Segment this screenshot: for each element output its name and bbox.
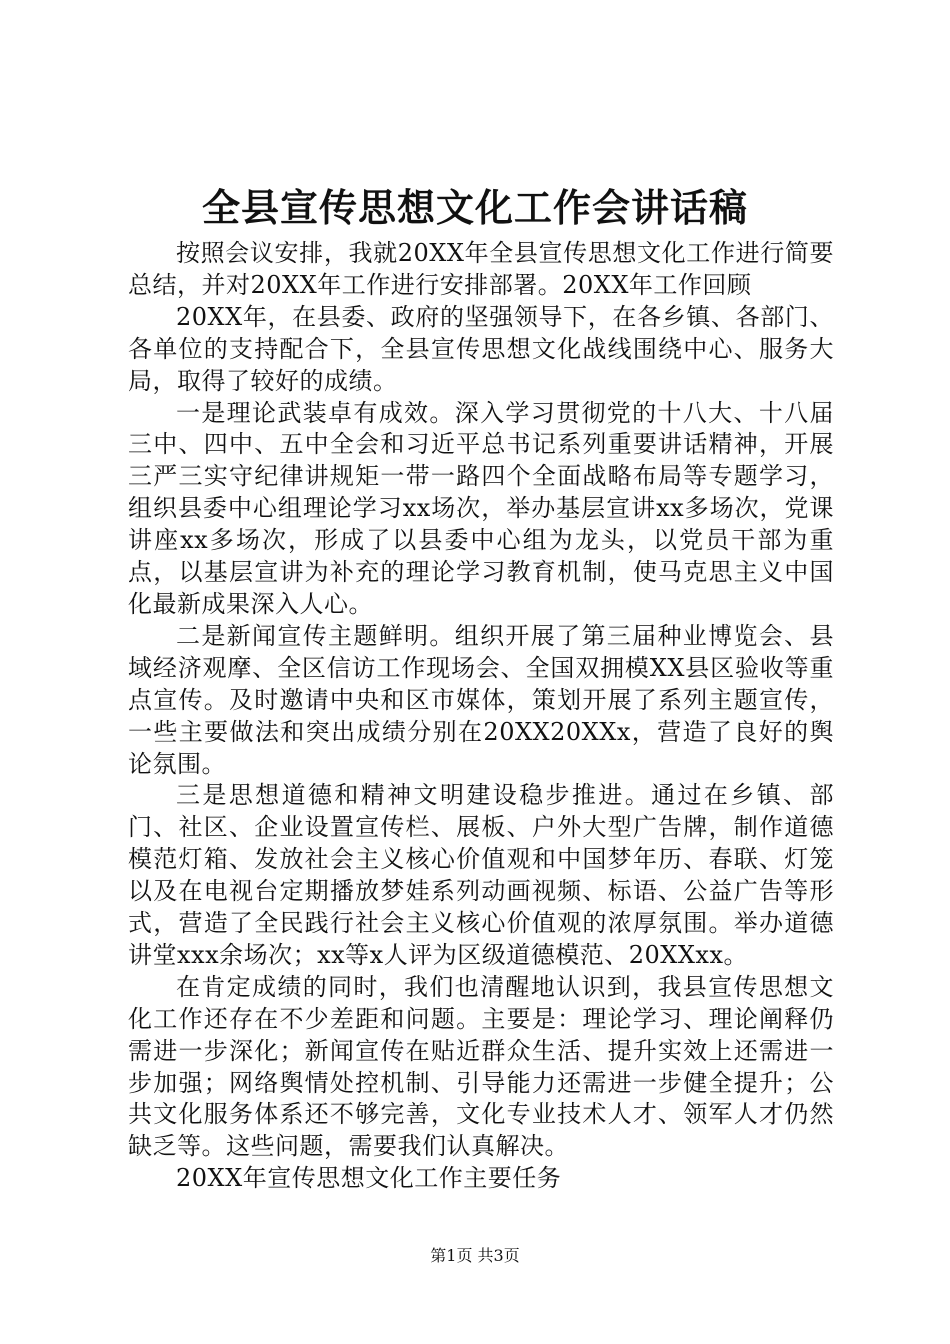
paragraph: 20XX年宣传思想文化工作主要任务 [176,1164,562,1193]
paragraph: 按照会议安排，我就20XX年全县宣传思想文化工作进行简要总结，并对20XX年工作进行安排部署。20XX年工作回顾 [128,239,834,299]
paragraph: 在肯定成绩的同时，我们也清醒地认识到，我县宣传思想文化工作还存在不少差距和问题。主要是：理论学习、理论阐释仍需进一步深化；新闻宣传在贴近群众生活、提升实效上还需进一步加强；网络舆情处控机制、引导能力还需进一步健全提升；公共文化服务体系还不够完善，文化专业技术人才、领军人才仍然缺乏等。这些问题，需要我们认真解决。 [128,972,834,1161]
paragraph: 一是理论武装卓有成效。深入学习贯彻党的十八大、十八届三中、四中、五中全会和习近平总书记系列重要讲话精神，开展三严三实守纪律讲规矩一带一路四个全面战略布局等专题学习，组织县委中心组理论学习xx场次，举办基层宣讲xx多场次，党课讲座xx多场次，形成了以县委中心组为龙头，以党员干部为重点，以基层宣讲为补充的理论学习教育机制，使马克思主义中国化最新成果深入人心。 [128,398,834,618]
paragraph: 三是思想道德和精神文明建设稳步推进。通过在乡镇、部门、社区、企业设置宣传栏、展板、户外大型广告牌，制作道德模范灯箱、发放社会主义核心价值观和中国梦年历、春联、灯笼以及在电视台定期播放梦娃系列动画视频、标语、公益广告等形式，营造了全民践行社会主义核心价值观的浓厚氛围。举办道德讲堂xxx余场次；xx等x人评为区级道德模范、20XXxx。 [128,781,834,969]
document-body [128,238,834,1195]
page-footer: 第1页 共3页 [430,1246,520,1265]
paragraph: 二是新闻宣传主题鲜明。组织开展了第三届种业博览会、县域经济观摩、全区信访工作现场会、全国双拥模XX县区验收等重点宣传。及时邀请中央和区市媒体，策划开展了系列主题宣传，一些主要做法和突出成绩分别在20XX20XXx，营造了良好的舆论氛围。 [128,621,834,778]
paragraph: 20XX年，在县委、政府的坚强领导下，在各乡镇、各部门、各单位的支持配合下，全县宣传思想文化战线围绕中心、服务大局，取得了较好的成绩。 [128,302,834,395]
document-title: 全县宣传思想文化工作会讲话稿 [201,185,748,230]
